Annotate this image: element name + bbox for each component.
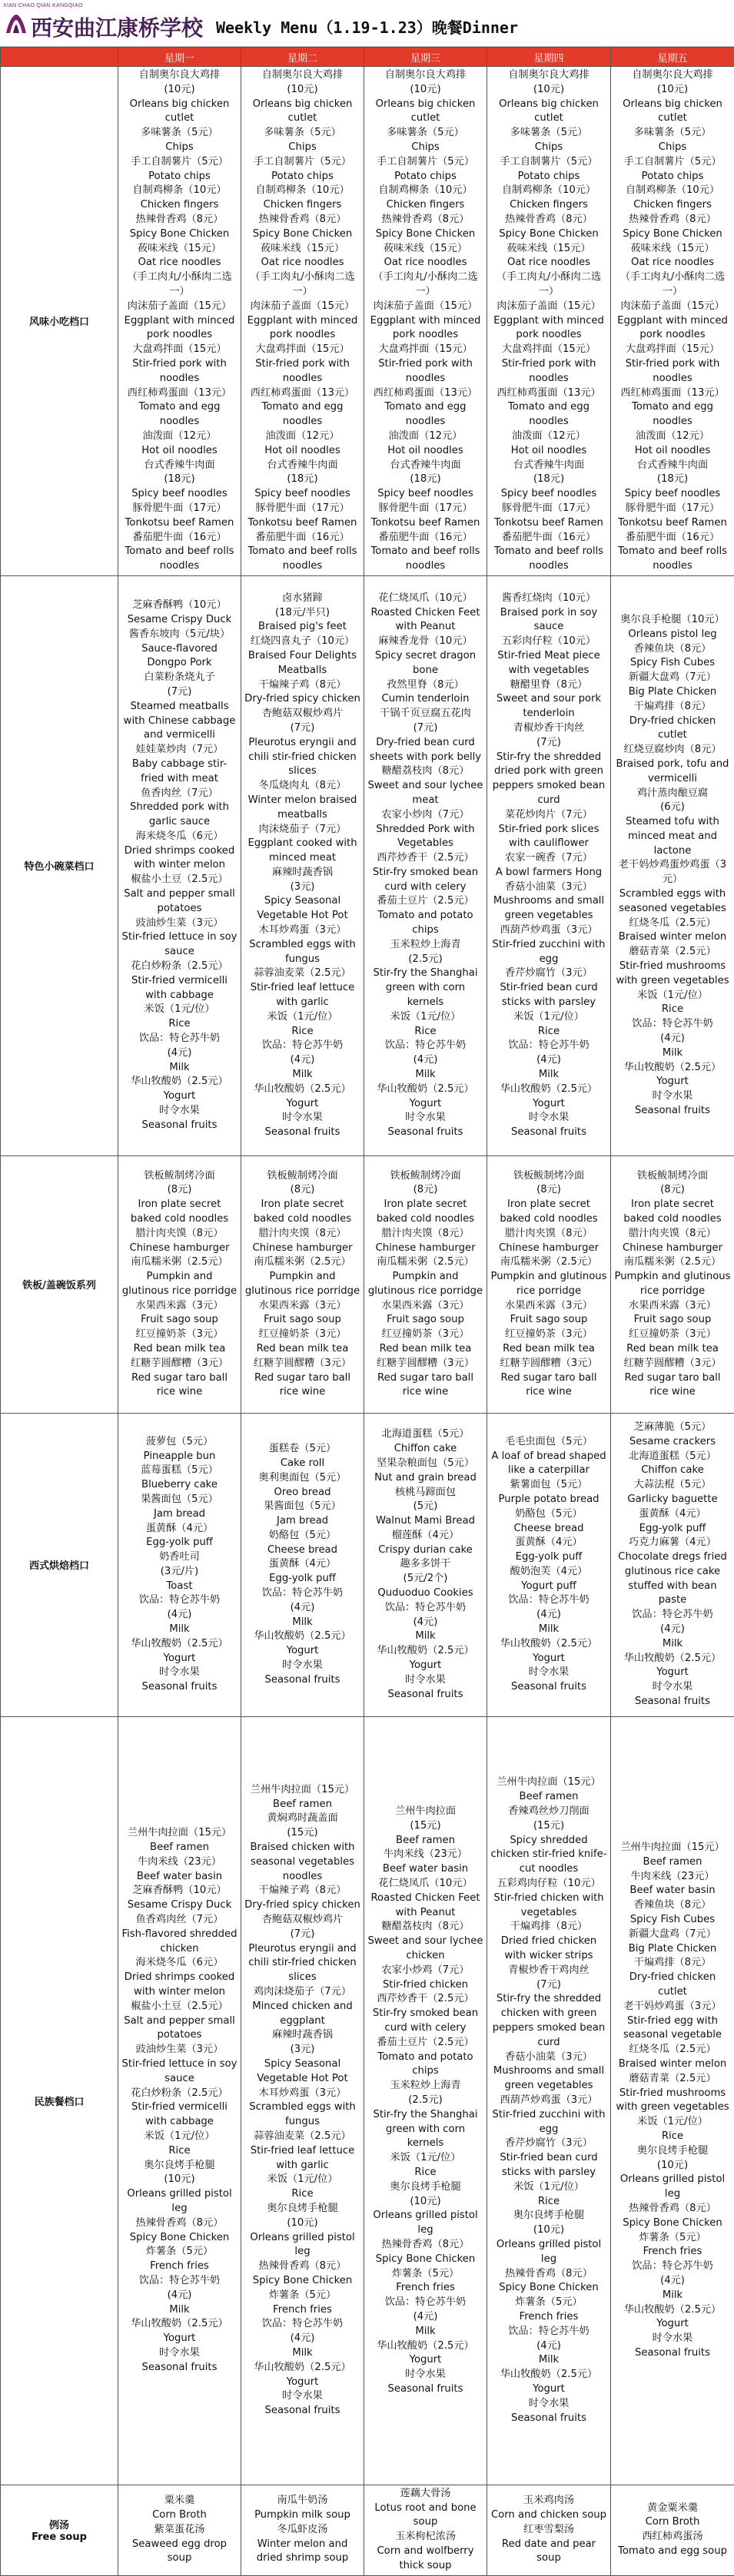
menu-cell: 南瓜牛奶汤 Pumpkin milk soup 冬瓜虾皮汤 Winter melon and dried shrimp soup [241, 2485, 364, 2575]
menu-cell: 铁板鲅制烤冷面 (8元) Iron plate secret baked cold noodles 腊汁肉夹馍（8元） Chinese hamburger 南瓜糯米粥（2.5元） Pumpkin and glutinous rice porridge 水果西米露（3元） Fruit sago soup 红豆撞奶茶（3元） Red bean milk tea 红糖芋圆醪糟（3元） Red sugar taro ball rice wine [241, 1155, 364, 1413]
menu-cell: 铁板鲅制烤冷面 (8元) Iron plate secret baked cold noodles 腊汁肉夹馍（8元） Chinese hamburger 南瓜糯米粥（2.5元） Pumpkin and glutinous rice porridge 水果西米露（3元） Fruit sago soup 红豆撞奶茶（3元） Red bean milk tea 红糖芋圆醪糟（3元） Red sugar taro ball rice wine [611, 1155, 734, 1413]
menu-cell: 粟米羹 Corn Broth 紫菜蛋花汤 Seaweed egg drop soup [118, 2485, 241, 2575]
menu-cell: 玉米鸡肉汤 Corn and chicken soup 红枣雪梨汤 Red date and pear soup [487, 2485, 611, 2575]
menu-cell: 兰州牛肉拉面（15元） Beef ramen 香辣鸡丝炒刀削面 (15元) Spicy shredded chicken stir-fried knife-cut noodles 五彩鸡肉仔粒（10元） Stir-fried chicken with vegetables 干煸鸡排（8元） Dried fried chicken with wicker strips 青椒炒香干鸡肉丝 (7元) Stir-fry the shredded chicken with green peppers smoked bean curd 香菇小油菜（3元） Mushrooms and small green vegetables 西葫芦炒鸡蛋（3元） Stir-fried zucchini with egg 香芹炒腐竹（3元） Stir-fried bean curd sticks with parsley 米饭（1元/位） Rice 奥尔良烤手枪腿 (10元) Orleans grilled pistol leg 热辣骨香鸡（8元） Spicy Bone Chicken 炸薯条（5元） French fries 饮品：特仑苏牛奶 (4元) Milk 华山牧酸奶（2.5元） Yogurt 时令水果 Seasonal fruits [487, 1716, 611, 2485]
table-row [1, 2485, 734, 2575]
menu-cell: 兰州牛肉拉面（15元） Beef ramen 黄焖鸡时蔬盖面 (15元) Braised chicken with seasonal vegetables noodles 干煸辣子鸡（8元） Dry-fried spicy chicken 杏鲍菇双椒炒鸡片 (7元) Pleurotus eryngii and chili stir-fried chicken slices 鸡肉沫烧茄子（7元） Minced chicken and eggplant 麻辣时蔬香锅 (3元) Spicy Seasonal Vegetable Hot Pot 木耳炒鸡蛋（3元） Scrambled eggs with fungus 蒜蓉油麦菜（2.5元） Stir-fried leaf lettuce with garlic 米饭（1元/位） Rice 奥尔良烤手枪腿 (10元) Orleans grilled pistol leg 热辣骨香鸡（8元） Spicy Bone Chicken 炸薯条（5元） French fries 饮品：特仑苏牛奶 (4元) Milk 华山牧酸奶（2.5元） Yogurt 时令水果 Seasonal fruits [241, 1716, 364, 2485]
menu-title: Weekly Menu（1.19-1.23）晚餐Dinner [0, 15, 734, 38]
menu-cell: 自制奥尔良大鸡排 (10元) Orleans big chicken cutlet 多味薯条（5元） Chips 手工自制薯片（5元） Potato chips 自制鸡柳条（10元） Chicken fingers 热辣骨香鸡（8元） Spicy Bone Chicken 莜味米线（15元） Oat rice noodles （手工肉丸/小酥肉二选一） 肉沫茄子盖面（15元） Eggplant with minced pork noodles 大盘鸡拌面（15元） Stir-fried pork with noodles 西红柿鸡蛋面（13元） Tomato and egg noodles 油泼面（12元） Hot oil noodles 台式香辣牛肉面 (18元) Spicy beef noodles 豚骨肥牛面（17元） Tonkotsu beef Ramen 番茄肥牛面（16元） Tomato and beef rolls noodles [364, 67, 487, 576]
menu-cell: 铁板鲅制烤冷面 (8元) Iron plate secret baked cold noodles 腊汁肉夹馍（8元） Chinese hamburger 南瓜糯米粥（2.5元） Pumpkin and glutinous rice porridge 水果西米露（3元） Fruit sago soup 红豆撞奶茶（3元） Red bean milk tea 红糖芋圆醪糟（3元） Red sugar taro ball rice wine [364, 1155, 487, 1413]
menu-cell: 毛毛虫面包（5元） A loaf of bread shaped like a caterpillar 紫薯面包（5元） Purple potato bread 奶酪包（5元） Cheese bread 蛋黄酥（4元） Egg-yolk puff 酸奶泡芙（4元） Yogurt puff 饮品：特仑苏牛奶 (4元) Milk 华山牧酸奶（2.5元） Yogurt 时令水果 Seasonal fruits [487, 1413, 611, 1716]
category-snacks: 风味小吃档口 [1, 67, 118, 576]
day-header-row [1, 48, 734, 67]
page-header [0, 0, 734, 47]
menu-cell: 酱香红烧肉（10元） Braised pork in soy sauce 五彩肉仔粒（10元） Stir-fried Meat piece with vegetables 糖醋里脊（8元） Sweet and sour pork tenderloin 青椒炒香干肉丝 (7元) Stir-fry the shredded dried pork with green peppers smoked bean curd 菜花炒肉片（7元） Stir-fried pork slices with cauliflower 农家一碗香（7元） A bowl farmers Hong 香菇小油菜（3元） Mushrooms and small green vegetables 西葫芦炒鸡蛋（3元） Stir-fried zucchini with egg 香芹炒腐竹（3元） Stir-fried bean curd sticks with parsley 米饭（1元/位） Rice 饮品：特仑苏牛奶 (4元) Milk 华山牧酸奶（2.5元） Yogurt 时令水果 Seasonal fruits [487, 575, 611, 1155]
menu-cell: 芝麻薄脆（5元） Sesame crackers 北海道蛋糕（5元） Chiffon cake 大蒜法棍（5元） Garlicky baguette 蛋黄酥（4元） Egg-yolk puff 巧克力麻薯（4元） Chocolate dregs fried glutinous rice cake stuffed with bean paste 饮品：特仑苏牛奶 (4元) Milk 华山牧酸奶（2.5元） Yogurt 时令水果 Seasonal fruits [611, 1413, 734, 1716]
logo-english-text: XIAN CHAO QIAN KANGQIAO [3, 3, 83, 8]
menu-cell: 莲藕大骨汤 Lotus root and bone soup 玉米枸杞浓汤 Corn and wolfberry thick soup [364, 2485, 487, 2575]
menu-cell: 菠萝包（5元） Pineapple bun 蓝莓蛋糕（5元） Blueberry cake 果酱面包（5元） Jam bread 蛋黄酥（4元） Egg-yolk puff 奶香吐司 (3元/片) Toast 饮品：特仑苏牛奶 (4元) Milk 华山牧酸奶（2.5元） Yogurt 时令水果 Seasonal fruits [118, 1413, 241, 1716]
menu-cell: 自制奥尔良大鸡排 (10元) Orleans big chicken cutlet 多味薯条（5元） Chips 手工自制薯片（5元） Potato chips 自制鸡柳条（10元） Chicken fingers 热辣骨香鸡（8元） Spicy Bone Chicken 莜味米线（15元） Oat rice noodles （手工肉丸/小酥肉二选一） 肉沫茄子盖面（15元） Eggplant with minced pork noodles 大盘鸡拌面（15元） Stir-fried pork with noodles 西红柿鸡蛋面（13元） Tomato and egg noodles 油泼面（12元） Hot oil noodles 台式香辣牛肉面 (18元) Spicy beef noodles 豚骨肥牛面（17元） Tonkotsu beef Ramen 番茄肥牛面（16元） Tomato and beef rolls noodles [241, 67, 364, 576]
category-iron-plate: 铁板/盖碗饭系列 [1, 1155, 118, 1413]
menu-cell: 卤水猪蹄 (18元/半只) Braised pig's feet 红烧四喜丸子（10元） Braised Four Delights Meatballs 干煸辣子鸡（8元） Dry-fried spicy chicken 杏鲍菇双椒炒鸡片 (7元) Pleurotus eryngii and chili stir-fried chicken slices 冬瓜烧肉丸（8元） Winter melon braised meatballs 肉沫烧茄子（7元） Eggplant cooked with minced meat 麻辣时蔬香锅 (3元) Spicy Seasonal Vegetable Hot Pot 木耳炒鸡蛋（3元） Scrambled eggs with fungus 蒜蓉油麦菜（2.5元） Stir-fried leaf lettuce with garlic 米饭（1元/位） Rice 饮品：特仑苏牛奶 (4元) Milk 华山牧酸奶（2.5元） Yogurt 时令水果 Seasonal fruits [241, 575, 364, 1155]
day-header-monday: 星期一 [118, 48, 241, 67]
menu-cell: 自制奥尔良大鸡排 (10元) Orleans big chicken cutlet 多味薯条（5元） Chips 手工自制薯片（5元） Potato chips 自制鸡柳条（10元） Chicken fingers 热辣骨香鸡（8元） Spicy Bone Chicken 莜味米线（15元） Oat rice noodles （手工肉丸/小酥肉二选一） 肉沫茄子盖面（15元） Eggplant with minced pork noodles 大盘鸡拌面（15元） Stir-fried pork with noodles 西红柿鸡蛋面（13元） Tomato and egg noodles 油泼面（12元） Hot oil noodles 台式香辣牛肉面 (18元) Spicy beef noodles 豚骨肥牛面（17元） Tonkotsu beef Ramen 番茄肥牛面（16元） Tomato and beef rolls noodles [611, 67, 734, 576]
menu-cell: 黄金粟米羹 Corn Broth 西红柿鸡蛋汤 Tomato and egg soup [611, 2485, 734, 2575]
menu-cell: 自制奥尔良大鸡排 (10元) Orleans big chicken cutlet 多味薯条（5元） Chips 手工自制薯片（5元） Potato chips 自制鸡柳条（10元） Chicken fingers 热辣骨香鸡（8元） Spicy Bone Chicken 莜味米线（15元） Oat rice noodles （手工肉丸/小酥肉二选一） 肉沫茄子盖面（15元） Eggplant with minced pork noodles 大盘鸡拌面（15元） Stir-fried pork with noodles 西红柿鸡蛋面（13元） Tomato and egg noodles 油泼面（12元） Hot oil noodles 台式香辣牛肉面 (18元) Spicy beef noodles 豚骨肥牛面（17元） Tonkotsu beef Ramen 番茄肥牛面（16元） Tomato and beef rolls noodles [118, 67, 241, 576]
menu-cell: 芝麻香酥鸭（10元） Sesame Crispy Duck 酱香东坡肉（5元/块） Sauce-flavored Dongpo Pork 白菜粉条烧丸子 (7元) Steamed meatballs with Chinese cabbage and vermicelli 娃娃菜炒肉（7元） Baby cabbage stir-fried with meat 鱼香肉丝（7元） Shredded pork with garlic sauce 海米烧冬瓜（6元） Dried shrimps cooked with winter melon 椒盐小土豆（2.5元） Salt and pepper small potatoes 豉油炒生菜（3元） Stir-fried lettuce in soy sauce 花白炒粉条（2.5元） Stir-fried vermicelli with cabbage 米饭（1元/位） Rice 饮品：特仑苏牛奶 (4元) Milk 华山牧酸奶（2.5元） Yogurt 时令水果 Seasonal fruits [118, 575, 241, 1155]
day-header-wednesday: 星期三 [364, 48, 487, 67]
day-header-friday: 星期五 [611, 48, 734, 67]
day-header-tuesday: 星期二 [241, 48, 364, 67]
menu-cell: 兰州牛肉拉面 (15元) Beef ramen 牛肉米线（23元） Beef water basin 花仁烧凤爪（10元） Roasted Chicken Feet with Peanut 糖醋荔枝肉（8元） Sweet and sour lychee chicken 农家小炒鸡（7元） Stir-fried chicken 西芹炒香干（2.5元） Stir-fry smoked bean curd with celery 番茄土豆片（2.5元） Tomato and potato chips 玉米粒炒上海青 (2.5元) Stir-fry the Shanghai green with corn kernels 米饭（1元/位） Rice 奥尔良烤手枪腿 (10元) Orleans grilled pistol leg 热辣骨香鸡（8元） Spicy Bone Chicken 炸薯条（5元） French fries 饮品：特仑苏牛奶 (4元) Milk 华山牧酸奶（2.5元） Yogurt 时令水果 Seasonal fruits [364, 1716, 487, 2485]
table-row [1, 575, 734, 1155]
table-row [1, 1155, 734, 1413]
menu-cell: 奥尔良手枪腿（10元） Orleans pistol leg 香辣鱼块（8元） Spicy Fish Cubes 新疆大盘鸡（7元） Big Plate Chicken 干煸鸡排（8元） Dry-fried chicken cutlet 红烧豆腐炒肉（8元） Braised pork, tofu and vermicelli 鸡汁蒸肉酿豆腐 (6元) Steamed tofu with minced meat and lactone 老干妈炒鸡蛋炒鸡蛋（3元） Scrambled eggs with seasoned vegetables 红烧冬瓜（2.5元） Braised winter melon 蘑菇青菜（2.5元） Stir-fried mushrooms with green vegetables 米饭（1元/位） Rice 饮品：特仑苏牛奶 (4元) Milk 华山牧酸奶（2.5元） Yogurt 时令水果 Seasonal fruits [611, 575, 734, 1155]
table-row [1, 67, 734, 576]
menu-cell: 铁板鲅制烤冷面 (8元) Iron plate secret baked cold noodles 腊汁肉夹馍（8元） Chinese hamburger 南瓜糯米粥（2.5元） Pumpkin and glutinous rice porridge 水果西米露（3元） Fruit sago soup 红豆撞奶茶（3元） Red bean milk tea 红糖芋圆醪糟（3元） Red sugar taro ball rice wine [487, 1155, 611, 1413]
table-row [1, 1413, 734, 1716]
menu-cell: 花仁烧凤爪（10元） Roasted Chicken Feet with Peanut 麻辣香龙骨（10元） Spicy secret dragon bone 孜然里脊（8元） Cumin tenderloin 干锅千页豆腐五花肉 (7元) Dry-fried bean curd sheets with pork belly 糖醋荔枝肉（8元） Sweet and sour lychee meat 农家小炒肉（7元） Shredded Pork with Vegetables 西芹炒香干（2.5元） Stir-fry smoked bean curd with celery 番茄土豆片（2.5元） Tomato and potato chips 玉米粒炒上海青 (2.5元) Stir-fry the Shanghai green with corn kernels 米饭（1元/位） Rice 饮品：特仑苏牛奶 (4元) Milk 华山牧酸奶（2.5元） Yogurt 时令水果 Seasonal fruits [364, 575, 487, 1155]
category-western-bakery: 西式烘焙档口 [1, 1413, 118, 1716]
category-free-soup: 例汤 Free soup [1, 2485, 118, 2575]
weekly-menu-table [0, 47, 734, 2576]
menu-cell: 蛋糕卷（5元） Cake roll 奥利奥面包（5元） Oreo bread 果酱面包（5元） Jam bread 奶酪包（5元） Cheese bread 蛋黄酥（4元） Egg-yolk puff 饮品：特仑苏牛奶 (4元) Milk 华山牧酸奶（2.5元） Yogurt 时令水果 Seasonal fruits [241, 1413, 364, 1716]
day-header-thursday: 星期四 [487, 48, 611, 67]
header-corner [1, 48, 118, 67]
menu-cell: 兰州牛肉拉面（15元） Beef ramen 牛肉米线（23元） Beef water basin 芝麻香酥鸭（10元） Sesame Crispy Duck 鱼香鸡肉丝（7元） Fish-flavored shredded chicken 海米烧冬瓜（6元） Dried shrimps cooked with winter melon 椒盐小土豆（2.5元） Salt and pepper small potatoes 豉油炒生菜（3元） Stir-fried lettuce in soy sauce 花白炒粉条（2.5元） Stir-fried vermicelli with cabbage 米饭（1元/位） Rice 奥尔良烤手枪腿 (10元) Orleans grilled pistol leg 热辣骨香鸡（8元） Spicy Bone Chicken 炸薯条（5元） French fries 饮品：特仑苏牛奶 (4元) Milk 华山牧酸奶（2.5元） Yogurt 时令水果 Seasonal fruits [118, 1716, 241, 2485]
logo-school-name: 西安曲江康桥学校 [31, 12, 203, 42]
category-ethnic-cuisine: 民族餐档口 [1, 1716, 118, 2485]
table-row [1, 1716, 734, 2485]
menu-cell: 北海道蛋糕（5元） Chiffon cake 坚果杂粮面包（5元） Nut and grain bread 核桃马蹄面包 (5元) Walnut Mami Bread 榴莲酥（4元） Crispy durian cake 趣多多饼干 (5元/2个) Quduoduo Cookies 饮品：特仑苏牛奶 (4元) Milk 华山牧酸奶（2.5元） Yogurt 时令水果 Seasonal fruits [364, 1413, 487, 1716]
menu-cell: 铁板鲅制烤冷面 (8元) Iron plate secret baked cold noodles 腊汁肉夹馍（8元） Chinese hamburger 南瓜糯米粥（2.5元） Pumpkin and glutinous rice porridge 水果西米露（3元） Fruit sago soup 红豆撞奶茶（3元） Red bean milk tea 红糖芋圆醪糟（3元） Red sugar taro ball rice wine [118, 1155, 241, 1413]
menu-cell: 兰州牛肉拉面（15元） Beef ramen 牛肉米线（23元） Beef water basin 香辣鱼块（8元） Spicy Fish Cubes 新疆大盘鸡（7元） Big Plate Chicken 干煸鸡排（8元） Dry-fried chicken cutlet 老干妈炒鸡蛋（3元） Stir-fried egg with seasonal vegetable 红烧冬瓜（2.5元） Braised winter melon 蘑菇青菜（2.5元） Stir-fried mushrooms with green vegetables 米饭（1元/位） Rice 奥尔良烤手枪腿 (10元) Orleans grilled pistol leg 热辣骨香鸡（8元） Spicy Bone Chicken 炸薯条（5元） French fries 饮品：特仑苏牛奶 (4元) Milk 华山牧酸奶（2.5元） Yogurt 时令水果 Seasonal fruits [611, 1716, 734, 2485]
category-small-bowl-dishes: 特色小碗菜档口 [1, 575, 118, 1155]
menu-cell: 自制奥尔良大鸡排 (10元) Orleans big chicken cutlet 多味薯条（5元） Chips 手工自制薯片（5元） Potato chips 自制鸡柳条（10元） Chicken fingers 热辣骨香鸡（8元） Spicy Bone Chicken 莜味米线（15元） Oat rice noodles （手工肉丸/小酥肉二选一） 肉沫茄子盖面（15元） Eggplant with minced pork noodles 大盘鸡拌面（15元） Stir-fried pork with noodles 西红柿鸡蛋面（13元） Tomato and egg noodles 油泼面（12元） Hot oil noodles 台式香辣牛肉面 (18元) Spicy beef noodles 豚骨肥牛面（17元） Tonkotsu beef Ramen 番茄肥牛面（16元） Tomato and beef rolls noodles [487, 67, 611, 576]
